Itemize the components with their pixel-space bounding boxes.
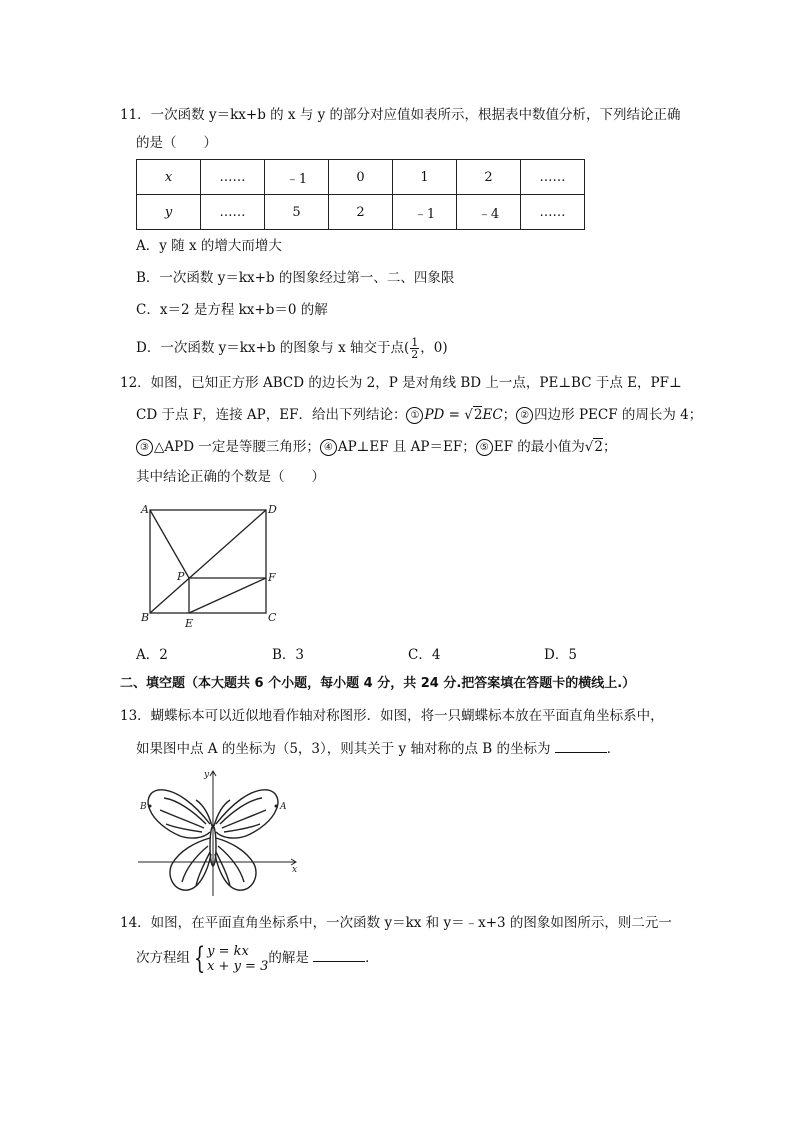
table-cell: ﹣1 bbox=[265, 160, 329, 195]
q11-option-a: A．y 随 x 的增大而增大 bbox=[136, 238, 282, 254]
q12-stem-line2 bbox=[136, 406, 702, 424]
q12-option-b: B．3 bbox=[272, 647, 305, 663]
q12-stem-line3 bbox=[136, 438, 616, 456]
q14-stem-line2-post: 的解是 bbox=[268, 950, 309, 966]
q11-option-b: B．一次函数 y＝kx+b 的图象经过第一、二、四象限 bbox=[136, 270, 455, 286]
q12-option-a: A．2 bbox=[136, 647, 168, 663]
table-cell: …… bbox=[201, 195, 265, 230]
q12-conclusion-2: 四边形 PECF 的周长为 4； bbox=[534, 407, 703, 423]
table-cell: y bbox=[137, 195, 201, 230]
label-y: y bbox=[204, 770, 210, 780]
q12-conclusion-sep: ； bbox=[502, 407, 517, 423]
table-cell: …… bbox=[521, 195, 585, 230]
q12-option-c: C．4 bbox=[408, 647, 441, 663]
equation-1: y = kx bbox=[207, 943, 249, 959]
point-b bbox=[149, 805, 152, 808]
q11-option-d bbox=[136, 337, 448, 360]
label-p: P bbox=[177, 570, 185, 583]
table-row bbox=[137, 195, 585, 230]
sqrt-sign: √ bbox=[464, 407, 473, 423]
fraction bbox=[410, 337, 419, 360]
fraction-numerator: 1 bbox=[411, 336, 419, 349]
equation-system bbox=[207, 944, 268, 974]
q12-square-figure bbox=[138, 498, 288, 630]
label-f: F bbox=[268, 571, 276, 584]
table-cell: 5 bbox=[265, 195, 329, 230]
table-cell: x bbox=[137, 160, 201, 195]
q12-conclusion-1-sqrt: 2 bbox=[473, 407, 483, 423]
q12-conclusion-1a: PD = bbox=[424, 407, 465, 423]
sqrt-sign: √ bbox=[584, 439, 594, 455]
left-lower-veins bbox=[182, 846, 210, 886]
q12-conclusion-5b: ； bbox=[602, 439, 617, 455]
butterfly-figure bbox=[136, 766, 301, 898]
left-brace: { bbox=[193, 940, 206, 976]
q14-stem-line2-text: 次方程组 bbox=[136, 950, 190, 966]
table-cell: 0 bbox=[329, 160, 393, 195]
circled-number-2: ② bbox=[516, 407, 533, 424]
q12-conclusion-5a: EF 的最小值为 bbox=[493, 439, 585, 455]
table-cell: …… bbox=[201, 160, 265, 195]
segment-ap bbox=[150, 510, 189, 578]
q11-option-d-end: ，0) bbox=[420, 340, 448, 356]
label-d: D bbox=[268, 503, 277, 516]
q14-stem-line1: 14．如图，在平面直角坐标系中，一次函数 y＝kx 和 y＝﹣x+3 的图象如图所示，则二元一 bbox=[120, 915, 672, 931]
label-x: x bbox=[292, 865, 298, 875]
q11-value-table bbox=[136, 159, 585, 230]
table-row bbox=[137, 160, 585, 195]
q12-conclusion-4: AP⊥EF 且 AP＝EF； bbox=[337, 439, 476, 455]
point-a bbox=[275, 805, 278, 808]
q11-option-c: C．x＝2 是方程 kx+b＝0 的解 bbox=[136, 302, 328, 318]
answer-blank bbox=[555, 740, 607, 753]
q11-option-d-text: D．一次函数 y＝kx+b 的图象与 x 轴交于点( bbox=[136, 340, 410, 356]
q13-stem-line2 bbox=[136, 740, 620, 758]
q13-stem-line2-text: 如果图中点 A 的坐标为（5，3），则其关于 y 轴对称的点 B 的坐标为 bbox=[136, 741, 551, 757]
q12-stem-line4: 其中结论正确的个数是（ ） bbox=[136, 469, 325, 485]
q12-conclusion-3: △APD 一定是等腰三角形； bbox=[154, 439, 320, 455]
table-cell: 2 bbox=[329, 195, 393, 230]
circled-number-4: ④ bbox=[320, 439, 337, 456]
label-c: C bbox=[268, 611, 277, 624]
table-cell: ﹣4 bbox=[457, 195, 521, 230]
segment-ef bbox=[189, 578, 266, 613]
q12-stem-line2-text: CD 于点 F，连接 AP，EF．给出下列结论： bbox=[136, 407, 407, 423]
q12-conclusion-5-sqrt: 2 bbox=[594, 439, 603, 455]
fraction-denominator: 2 bbox=[411, 348, 419, 361]
q11-stem-line2: 的是（ ） bbox=[136, 135, 217, 151]
q13-stem-line1: 13．蝴蝶标本可以近似地看作轴对称图形．如图，将一只蝴蝶标本放在平面直角坐标系中， bbox=[120, 708, 664, 724]
right-lower-veins bbox=[216, 846, 244, 886]
circled-number-3: ③ bbox=[136, 439, 153, 456]
q14-stem-line2-end: ． bbox=[365, 950, 379, 966]
equation-2: x + y = 3 bbox=[207, 958, 269, 974]
circled-number-5: ⑤ bbox=[476, 439, 493, 456]
q14-stem-line2 bbox=[136, 942, 379, 974]
table-cell: 2 bbox=[457, 160, 521, 195]
label-a: A bbox=[141, 503, 149, 516]
label-b: B bbox=[141, 611, 150, 624]
q12-conclusion-1b: EC bbox=[482, 407, 503, 423]
label-e: E bbox=[185, 617, 194, 630]
circled-number-1: ① bbox=[406, 407, 423, 424]
label-b: B bbox=[140, 802, 147, 812]
q12-stem-line1: 12．如图，已知正方形 ABCD 的边长为 2，P 是对角线 BD 上一点，PE⊥BC 于点 E，PF⊥ bbox=[120, 375, 682, 391]
diagonal-bd bbox=[150, 510, 266, 613]
q13-stem-line2-end: ． bbox=[606, 741, 621, 757]
answer-blank bbox=[313, 949, 365, 962]
q12-option-d: D．5 bbox=[544, 647, 577, 663]
right-upper-wing bbox=[216, 790, 278, 838]
table-cell: 1 bbox=[393, 160, 457, 195]
section-title: 二、填空题（本大题共 6 个小题，每小题 4 分，共 24 分.把答案填在答题卡的横线上.） bbox=[120, 676, 636, 691]
q11-stem-line1: 11．一次函数 y＝kx+b 的 x 与 y 的部分对应值如表所示，根据表中数值分析，下列结论正确 bbox=[120, 107, 681, 123]
table-cell: …… bbox=[521, 160, 585, 195]
table-cell: ﹣1 bbox=[393, 195, 457, 230]
label-a: A bbox=[280, 802, 287, 812]
left-upper-wing bbox=[148, 790, 210, 838]
